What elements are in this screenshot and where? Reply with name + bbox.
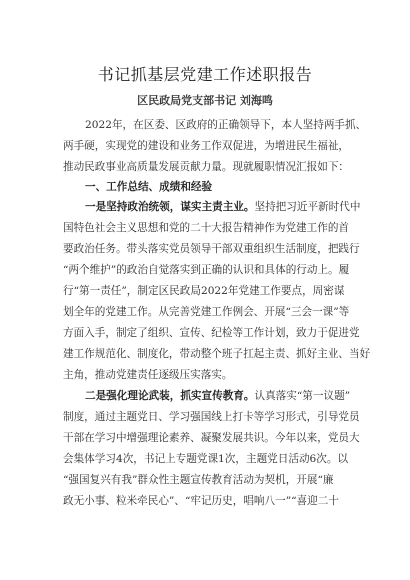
section-heading: 一、工作总结、成绩和经验	[85, 181, 213, 193]
paragraph-line: 一是坚持政治统领，谋实主责主业。坚持把习近平新时代中	[85, 201, 361, 213]
paragraph-line: 干部在学习中增强理论素养、凝聚发展共识。今年以来，党员大	[63, 432, 360, 444]
paragraph-line: 划全年的党建工作。从完善党建工作例会、开展“三会一课”等	[63, 306, 350, 318]
paragraph-line: 要政治任务。带头落实党员领导干部双重组织生活制度，把践行	[63, 243, 360, 255]
paragraph-line: 建工作规范化、制度化，带动整个班子扛起主责、抓好主业、当好	[63, 348, 371, 360]
document-subtitle: 区民政局党支部书记 刘海鸣	[137, 94, 273, 107]
paragraph-line: 会集体学习4次，书记上专题党课1次，主题党日活动6次。以	[63, 453, 349, 465]
paragraph-line: 政无小事、粒米牵民心”、“牢记历史，唱响八一”“喜迎二十	[63, 495, 339, 507]
paragraph-line: “强国复兴有我”群众性主题宣传教育活动为契机，开展“廉	[63, 474, 334, 486]
paragraph-line: “两个维护”的政治自觉落实到正确的认识和具体的行动上。履	[63, 264, 350, 276]
paragraph-line: 制度，通过主题党日、学习强国线上打卡等学习形式，引导党员	[63, 411, 360, 423]
paragraph-line: 推动民政事业高质量发展贡献力量。现就履职情况汇报如下：	[63, 161, 350, 173]
paragraph-line: 国特色社会主义思想和党的二十大报告精神作为党建工作的首	[63, 222, 350, 234]
paragraph-line: 二是强化理论武装，抓实宣传教育。认真落实“第一议题”	[85, 390, 351, 402]
paragraph-line: 主角，推动党建责任逐级压实落实。	[63, 369, 233, 381]
paragraph-line: 方面入手，制定了组织、宣传、纪检等工作计划，致力于促进党	[63, 327, 360, 339]
paragraph-line: 行“第一责任”，制定区民政局2022年党建工作要点，周密谋	[63, 285, 345, 297]
paragraph-line: 2022年，在区委、区政府的正确领导下，本人坚持两手抓、	[85, 119, 367, 131]
paragraph-line: 两手硬，实现党的建设和业务工作双促进，为增进民生福祉，	[63, 140, 350, 152]
document-title: 书记抓基层党建工作述职报告	[97, 65, 313, 84]
